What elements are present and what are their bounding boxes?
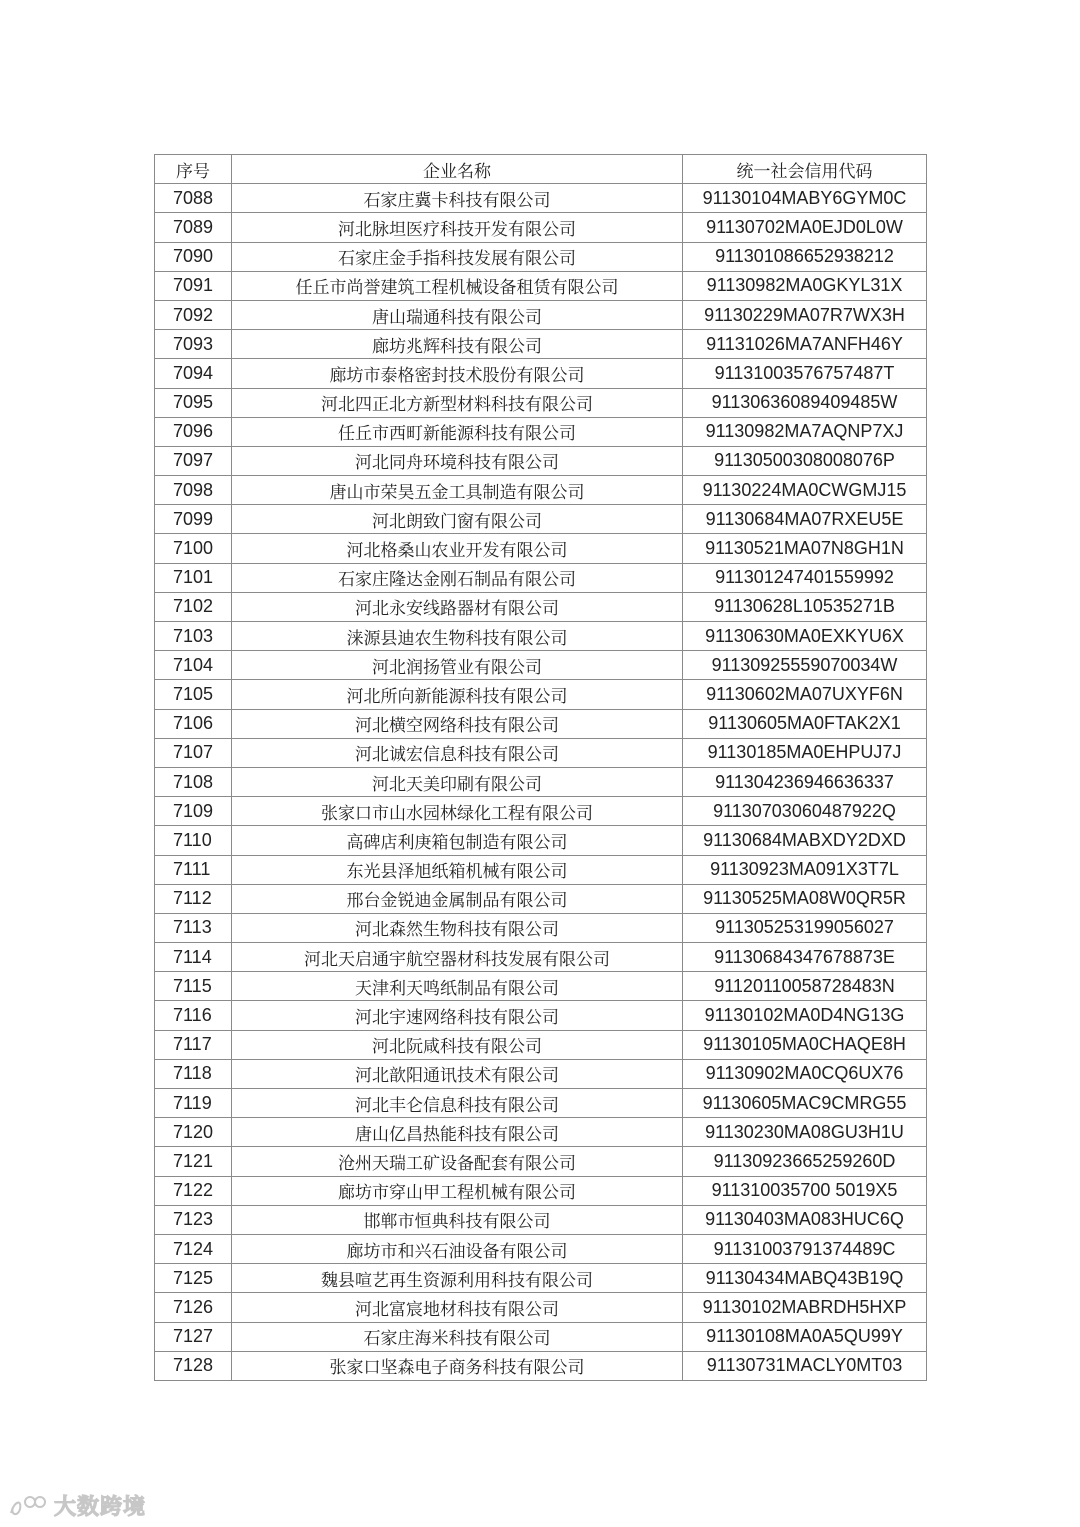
company-name-cell: 廊坊市泰格密封技术股份有限公司 (232, 359, 683, 388)
serial-number-cell: 7124 (155, 1234, 232, 1263)
table-row (155, 563, 927, 592)
company-name-cell: 河北宇速网络科技有限公司 (232, 1001, 683, 1030)
company-name-cell: 河北诚宏信息科技有限公司 (232, 738, 683, 767)
serial-number-cell: 7111 (155, 855, 232, 884)
serial-number-cell: 7114 (155, 943, 232, 972)
header-company-name: 企业名称 (232, 155, 683, 184)
company-name-cell: 河北歆阳通讯技术有限公司 (232, 1059, 683, 1088)
company-name-cell: 河北朗致门窗有限公司 (232, 505, 683, 534)
serial-number-cell: 7104 (155, 651, 232, 680)
serial-number-cell: 7123 (155, 1205, 232, 1234)
credit-code-cell: 91130102MABRDH5HXP (683, 1293, 927, 1322)
credit-code-cell: 91130105MA0CHAQE8H (683, 1030, 927, 1059)
company-name-cell: 河北森然生物科技有限公司 (232, 913, 683, 942)
credit-code-cell: 91130684MA07RXEU5E (683, 505, 927, 534)
table-row (155, 476, 927, 505)
company-name-cell: 河北所向新能源科技有限公司 (232, 680, 683, 709)
table-row (155, 242, 927, 271)
company-name-cell: 河北阮咸科技有限公司 (232, 1030, 683, 1059)
table-row (155, 1030, 927, 1059)
table-row (155, 388, 927, 417)
table-row (155, 1147, 927, 1176)
company-name-cell: 沧州天瑞工矿设备配套有限公司 (232, 1147, 683, 1176)
company-name-cell: 河北丰仑信息科技有限公司 (232, 1089, 683, 1118)
table-row (155, 972, 927, 1001)
serial-number-cell: 7110 (155, 826, 232, 855)
credit-code-cell: 911310035700 5019X5 (683, 1176, 927, 1205)
table-row (155, 1176, 927, 1205)
serial-number-cell: 7094 (155, 359, 232, 388)
table-row (155, 417, 927, 446)
serial-number-cell: 7128 (155, 1351, 232, 1380)
table-row (155, 826, 927, 855)
company-name-cell: 河北同舟环境科技有限公司 (232, 446, 683, 475)
credit-code-cell: 911304236946636337 (683, 767, 927, 796)
table-row (155, 1089, 927, 1118)
table-row (155, 300, 927, 329)
credit-code-cell: 91130925559070034W (683, 651, 927, 680)
credit-code-cell: 91130703060487922Q (683, 797, 927, 826)
table-row (155, 884, 927, 913)
credit-code-cell: 91130525MA08W0QR5R (683, 884, 927, 913)
credit-code-cell: 91130630MA0EXKYU6X (683, 622, 927, 651)
table-header-row (155, 155, 927, 184)
credit-code-cell: 91130500308008076P (683, 446, 927, 475)
credit-code-cell: 91130605MAC9CMRG55 (683, 1089, 927, 1118)
credit-code-cell: 91130636089409485W (683, 388, 927, 417)
serial-number-cell: 7095 (155, 388, 232, 417)
serial-number-cell: 7105 (155, 680, 232, 709)
table-row (155, 651, 927, 680)
credit-code-cell: 91130982MA7AQNP7XJ (683, 417, 927, 446)
company-name-cell: 河北富宸地材科技有限公司 (232, 1293, 683, 1322)
table-row (155, 1293, 927, 1322)
serial-number-cell: 7088 (155, 184, 232, 213)
credit-code-cell: 91130902MA0CQ6UX76 (683, 1059, 927, 1088)
company-name-cell: 涞源县迪农生物科技有限公司 (232, 622, 683, 651)
serial-number-cell: 7107 (155, 738, 232, 767)
table-row (155, 913, 927, 942)
serial-number-cell: 7122 (155, 1176, 232, 1205)
serial-number-cell: 7116 (155, 1001, 232, 1030)
credit-code-cell: 91130731MACLY0MT03 (683, 1351, 927, 1380)
brand-logo-icon (8, 1493, 48, 1519)
company-name-cell: 任丘市西町新能源科技有限公司 (232, 417, 683, 446)
company-name-cell: 河北永安线路器材有限公司 (232, 592, 683, 621)
company-name-cell: 唐山市荣昊五金工具制造有限公司 (232, 476, 683, 505)
credit-code-cell: 91130224MA0CWGMJ15 (683, 476, 927, 505)
watermark-text: 大数跨境 (54, 1495, 147, 1520)
table-row (155, 943, 927, 972)
credit-code-cell: 91131003576757487T (683, 359, 927, 388)
watermark (8, 1490, 146, 1521)
credit-code-cell: 91130684MABXDY2DXD (683, 826, 927, 855)
table-row (155, 1234, 927, 1263)
table-row (155, 855, 927, 884)
table-row (155, 1205, 927, 1234)
table-row (155, 1264, 927, 1293)
table-row (155, 505, 927, 534)
credit-code-cell: 91130434MABQ43B19Q (683, 1264, 927, 1293)
company-name-cell: 高碑店利庚箱包制造有限公司 (232, 826, 683, 855)
credit-code-cell: 91130684347678873E (683, 943, 927, 972)
table-row (155, 330, 927, 359)
table-row (155, 622, 927, 651)
serial-number-cell: 7101 (155, 563, 232, 592)
company-name-cell: 魏县喧艺再生资源利用科技有限公司 (232, 1264, 683, 1293)
credit-code-cell: 91130521MA07N8GH1N (683, 534, 927, 563)
table-row (155, 1322, 927, 1351)
company-name-cell: 唐山瑞通科技有限公司 (232, 300, 683, 329)
credit-code-cell: 91130602MA07UXYF6N (683, 680, 927, 709)
table-body (155, 184, 927, 1381)
company-table (154, 154, 927, 1381)
company-name-cell: 廊坊市和兴石油设备有限公司 (232, 1234, 683, 1263)
header-credit-code: 统一社会信用代码 (683, 155, 927, 184)
header-serial-number: 序号 (155, 155, 232, 184)
table-row (155, 213, 927, 242)
serial-number-cell: 7091 (155, 271, 232, 300)
company-name-cell: 石家庄冀卡科技有限公司 (232, 184, 683, 213)
company-name-cell: 东光县泽旭纸箱机械有限公司 (232, 855, 683, 884)
serial-number-cell: 7106 (155, 709, 232, 738)
company-name-cell: 河北脉坦医疗科技开发有限公司 (232, 213, 683, 242)
credit-code-cell: 91130229MA07R7WX3H (683, 300, 927, 329)
serial-number-cell: 7119 (155, 1089, 232, 1118)
serial-number-cell: 7113 (155, 913, 232, 942)
serial-number-cell: 7120 (155, 1118, 232, 1147)
serial-number-cell: 7097 (155, 446, 232, 475)
table-row (155, 738, 927, 767)
table-row (155, 534, 927, 563)
credit-code-cell: 911301086652938212 (683, 242, 927, 271)
credit-code-cell: 91131003791374489C (683, 1234, 927, 1263)
company-name-cell: 天津利天鸣纸制品有限公司 (232, 972, 683, 1001)
company-name-cell: 河北格桑山农业开发有限公司 (232, 534, 683, 563)
table-row (155, 1059, 927, 1088)
company-name-cell: 任丘市尚誉建筑工程机械设备租赁有限公司 (232, 271, 683, 300)
table-row (155, 446, 927, 475)
serial-number-cell: 7115 (155, 972, 232, 1001)
credit-code-cell: 911301247401559992 (683, 563, 927, 592)
company-name-cell: 石家庄金手指科技发展有限公司 (232, 242, 683, 271)
serial-number-cell: 7103 (155, 622, 232, 651)
credit-code-cell: 91130982MA0GKYL31X (683, 271, 927, 300)
company-name-cell: 廊坊兆辉科技有限公司 (232, 330, 683, 359)
table-row (155, 1001, 927, 1030)
serial-number-cell: 7093 (155, 330, 232, 359)
company-name-cell: 河北天启通宇航空器材科技发展有限公司 (232, 943, 683, 972)
credit-code-cell: 91120110058728483N (683, 972, 927, 1001)
serial-number-cell: 7125 (155, 1264, 232, 1293)
credit-code-cell: 91130628L10535271B (683, 592, 927, 621)
table-row (155, 680, 927, 709)
company-name-cell: 河北润扬管业有限公司 (232, 651, 683, 680)
table-row (155, 184, 927, 213)
credit-code-cell: 91131026MA7ANFH46Y (683, 330, 927, 359)
company-name-cell: 张家口市山水园林绿化工程有限公司 (232, 797, 683, 826)
company-name-cell: 唐山亿昌热能科技有限公司 (232, 1118, 683, 1147)
company-name-cell: 河北横空网络科技有限公司 (232, 709, 683, 738)
credit-code-cell: 91130104MABY6GYM0C (683, 184, 927, 213)
credit-code-cell: 91130102MA0D4NG13G (683, 1001, 927, 1030)
company-name-cell: 石家庄隆达金刚石制品有限公司 (232, 563, 683, 592)
table-row (155, 1351, 927, 1380)
company-name-cell: 石家庄海米科技有限公司 (232, 1322, 683, 1351)
credit-code-cell: 91130605MA0FTAK2X1 (683, 709, 927, 738)
company-name-cell: 廊坊市穿山甲工程机械有限公司 (232, 1176, 683, 1205)
credit-code-cell: 91130230MA08GU3H1U (683, 1118, 927, 1147)
serial-number-cell: 7089 (155, 213, 232, 242)
credit-code-cell: 91130923665259260D (683, 1147, 927, 1176)
credit-code-cell: 911305253199056027 (683, 913, 927, 942)
company-name-cell: 张家口坚森电子商务科技有限公司 (232, 1351, 683, 1380)
serial-number-cell: 7127 (155, 1322, 232, 1351)
serial-number-cell: 7126 (155, 1293, 232, 1322)
credit-code-cell: 91130185MA0EHPUJ7J (683, 738, 927, 767)
company-name-cell: 邯郸市恒典科技有限公司 (232, 1205, 683, 1234)
credit-code-cell: 91130108MA0A5QU99Y (683, 1322, 927, 1351)
company-name-cell: 河北天美印刷有限公司 (232, 767, 683, 796)
serial-number-cell: 7092 (155, 300, 232, 329)
credit-code-cell: 91130403MA083HUC6Q (683, 1205, 927, 1234)
serial-number-cell: 7121 (155, 1147, 232, 1176)
serial-number-cell: 7098 (155, 476, 232, 505)
table-row (155, 359, 927, 388)
serial-number-cell: 7100 (155, 534, 232, 563)
serial-number-cell: 7099 (155, 505, 232, 534)
company-name-cell: 邢台金锐迪金属制品有限公司 (232, 884, 683, 913)
serial-number-cell: 7108 (155, 767, 232, 796)
serial-number-cell: 7112 (155, 884, 232, 913)
credit-code-cell: 91130702MA0EJD0L0W (683, 213, 927, 242)
table-row (155, 1118, 927, 1147)
table-row (155, 271, 927, 300)
table-row (155, 767, 927, 796)
serial-number-cell: 7118 (155, 1059, 232, 1088)
table-row (155, 592, 927, 621)
serial-number-cell: 7090 (155, 242, 232, 271)
table-row (155, 797, 927, 826)
credit-code-cell: 91130923MA091X3T7L (683, 855, 927, 884)
company-name-cell: 河北四正北方新型材料科技有限公司 (232, 388, 683, 417)
serial-number-cell: 7109 (155, 797, 232, 826)
serial-number-cell: 7096 (155, 417, 232, 446)
table-row (155, 709, 927, 738)
serial-number-cell: 7102 (155, 592, 232, 621)
serial-number-cell: 7117 (155, 1030, 232, 1059)
